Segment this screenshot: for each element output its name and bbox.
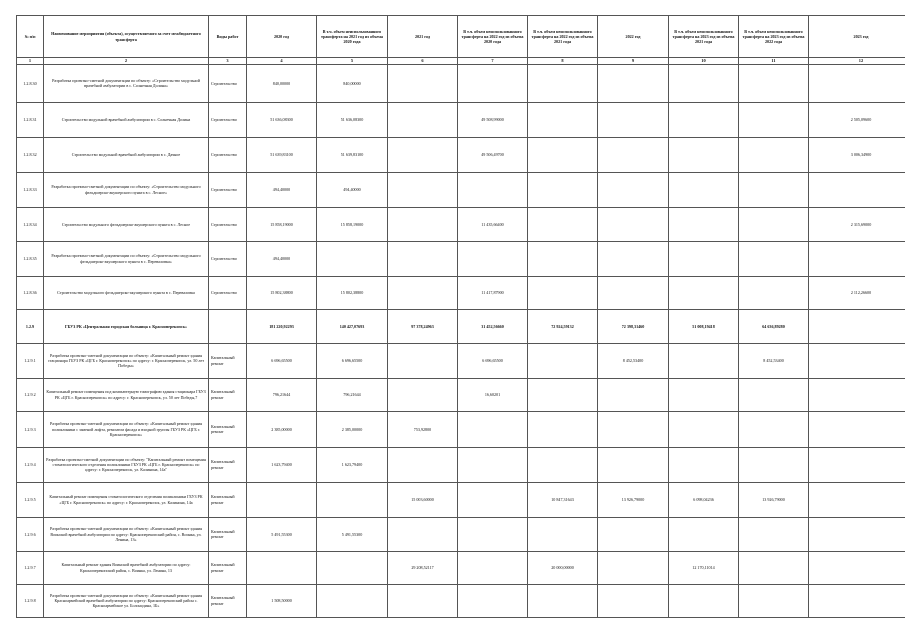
row-value [809,343,905,378]
row-works: Капитальный ремонт [209,411,247,447]
row-value: 72 924,59132 [528,309,598,343]
row-value: 796,21644 [317,378,388,411]
row-value: 15 802,38800 [247,276,317,309]
table-row [17,172,905,207]
column-number: 10 [669,58,739,65]
row-name: Строительство модульного фельдшерско-акушерского пункта в с. Переваловка [44,276,209,309]
row-number: 1.2.9.5 [17,482,44,517]
row-value [809,584,905,617]
row-value [458,64,528,102]
row-value [598,517,669,551]
row-value [388,517,458,551]
row-number: 1.2.8.36 [17,276,44,309]
row-value [528,343,598,378]
column-number: 12 [809,58,905,65]
row-value [669,378,739,411]
row-works: Строительство [209,276,247,309]
row-value [528,276,598,309]
row-value [598,241,669,276]
row-value [598,64,669,102]
row-number: 1.2.9 [17,309,44,343]
row-name: Разработка проектно-сметной документации по объекту: «Капитальный ремонт здания поликлиники с заменой лифта, ремонтом фасада и входной группы ГБУЗ РК «ЦГБ г. Красноперекопск» [44,411,209,447]
column-number: 9 [598,58,669,65]
row-value [809,309,905,343]
row-value: 16,60201 [458,378,528,411]
row-value: 29 208,52117 [388,551,458,584]
row-value: 15 858,19000 [247,207,317,241]
row-value: 181 220,92293 [247,309,317,343]
table-row [17,343,905,378]
row-name: Разработка проектно-сметной документации по объекту: «Капитальный ремонт здания Воинской врачебной амбулатории по адресу: Красноперекопский район, с. Воинка, ул. Ленина, 13» [44,517,209,551]
row-value [809,447,905,482]
row-value [458,517,528,551]
row-value: 3 006,34900 [809,137,905,172]
row-value: 51 639,83100 [317,137,388,172]
row-works: Строительство [209,64,247,102]
table-row [17,137,905,172]
row-number: 1.2.8.35 [17,241,44,276]
row-value [669,343,739,378]
row-value [458,172,528,207]
column-number: 11 [739,58,809,65]
row-name: Строительство модульного фельдшерско-акушерского пункта в с. Лесное [44,207,209,241]
table-row [17,241,905,276]
row-value [388,378,458,411]
row-value: 31 452,56660 [458,309,528,343]
row-value: 13 926,79000 [598,482,669,517]
row-value [458,411,528,447]
row-name: ГБУЗ РК «Центральная городская больница г. Красноперекопск» [44,309,209,343]
row-value: 51 639,83100 [247,137,317,172]
row-value [809,172,905,207]
row-value [598,551,669,584]
row-value: 494,40000 [247,172,317,207]
header-2023: 2023 год [809,16,905,58]
column-number-row [17,58,905,65]
row-name: Капитальный ремонт помещения стоматологического отделения поликлиники ГБУЗ РК «ЦГБ г. Красноперекопск» по адресу: г. Красноперекопск, ул. Калинина, 14а [44,482,209,517]
row-value: 51 636,08300 [317,102,388,137]
row-value: 11 435,66400 [458,207,528,241]
row-number: 1.2.8.30 [17,64,44,102]
row-value [669,207,739,241]
row-works: Капитальный ремонт [209,343,247,378]
row-value: 10 847,31643 [528,482,598,517]
table-row [17,482,905,517]
column-number: 3 [209,58,247,65]
row-value [598,447,669,482]
row-number: 1.2.9.7 [17,551,44,584]
row-value: 796,21644 [247,378,317,411]
row-value [598,584,669,617]
row-value [669,64,739,102]
row-value: 20 000,00000 [528,551,598,584]
row-value [317,584,388,617]
row-value: 51 636,08300 [247,102,317,137]
row-value [739,172,809,207]
row-name: Разработка проектно-сметной документации по объекту: «Капитальный ремонт здания Красноармейской врачебной амбулатории по адресу: Красноперекопский район с. Красноармейское ул. Болонодина, 1Б» [44,584,209,617]
row-number: 1.2.8.34 [17,207,44,241]
row-value: 6 696,65500 [247,343,317,378]
header-2021: 2021 год [388,16,458,58]
row-value [247,482,317,517]
table-row [17,64,905,102]
row-value [739,64,809,102]
row-value [739,276,809,309]
row-value: 15 802,38800 [317,276,388,309]
row-number: 1.2.9.1 [17,343,44,378]
row-value: 97 378,24963 [388,309,458,343]
row-value [388,102,458,137]
table-row [17,411,905,447]
row-value: 494,40000 [247,241,317,276]
row-value [598,137,669,172]
row-value [739,517,809,551]
row-value: 6 098,04236 [669,482,739,517]
row-value [809,551,905,584]
row-value: 1 623,79400 [247,447,317,482]
row-value: 8 452,53400 [598,343,669,378]
row-value: 753,92800 [388,411,458,447]
row-value [388,343,458,378]
row-value [669,241,739,276]
header-row [17,16,905,58]
row-value: 6 696,65500 [458,343,528,378]
row-value [739,551,809,584]
header-2021-incl-2021: В т.ч. объем неиспользованного трансферта на 2022 год из объема 2021 года [528,16,598,58]
table-row [17,102,905,137]
row-value [528,378,598,411]
row-value: 51 008,19418 [669,309,739,343]
row-value: 49 508,99000 [458,102,528,137]
transfer-table [16,15,905,618]
row-value [739,241,809,276]
row-works: Строительство [209,172,247,207]
row-value [317,482,388,517]
row-value: 13 926,79000 [739,482,809,517]
row-name: Капитальный ремонт помещения под компьютерную томографию здания стационара ГБУЗ РК «ЦГБ г. Красноперекопск» по адресу: г. Красноперекопск, ул. 50 лет Победы,7 [44,378,209,411]
row-value [528,102,598,137]
header-2022-incl-2022: В т.ч. объем неиспользованного трансферта на 2023 год из объема 2022 года [739,16,809,58]
row-value [388,584,458,617]
row-number: 1.2.9.4 [17,447,44,482]
header-2022-incl-2021: В т.ч. объем неиспользованного трансферта на 2023 год из объема 2021 года [669,16,739,58]
header-2021-incl-2020: В т.ч. объем неиспользованного трансферта на 2022 год из объема 2020 года [458,16,528,58]
row-value [388,241,458,276]
row-name: Строительство модульной врачебной амбулатории в с. Солнечная Долина [44,102,209,137]
row-value [598,172,669,207]
column-number: 1 [17,58,44,65]
header-name: Наименование мероприятия (объекта), осуществляемого за счет межбюджетного трансферта [44,16,209,58]
row-value [809,64,905,102]
row-works [209,309,247,343]
row-value [669,137,739,172]
row-works: Капитальный ремонт [209,378,247,411]
row-value [669,447,739,482]
row-value [809,378,905,411]
row-works: Капитальный ремонт [209,482,247,517]
row-value [598,207,669,241]
row-value [739,207,809,241]
row-value: 8 452,53400 [739,343,809,378]
row-works: Капитальный ремонт [209,447,247,482]
row-value: 840,00000 [317,64,388,102]
row-value [669,584,739,617]
row-value: 12 170,11014 [669,551,739,584]
row-value [669,411,739,447]
row-value [528,64,598,102]
row-value [669,517,739,551]
row-value: 2 505,09600 [809,102,905,137]
document-sheet [16,15,893,611]
row-works: Капитальный ремонт [209,517,247,551]
row-value [317,241,388,276]
table-row [17,378,905,411]
row-value [247,551,317,584]
row-value [739,137,809,172]
row-works: Строительство [209,241,247,276]
row-value [458,447,528,482]
row-value [528,584,598,617]
row-value [598,276,669,309]
row-value [739,102,809,137]
row-number: 1.2.9.8 [17,584,44,617]
row-value [388,137,458,172]
row-name: Разработка проектно-сметной документации по объекту: «Строительство модульного фельдшерско-акушерского пункта в с. Переваловка» [44,241,209,276]
row-value [458,551,528,584]
table-row [17,584,905,617]
table-row [17,207,905,241]
row-value [739,378,809,411]
row-value: 2 385,00000 [317,411,388,447]
row-value: 2 385,00000 [247,411,317,447]
row-value: 1 508,50000 [247,584,317,617]
row-number: 1.2.8.32 [17,137,44,172]
row-value [528,411,598,447]
table-row [17,517,905,551]
row-value [458,241,528,276]
row-value: 5 491,55300 [317,517,388,551]
row-works: Строительство [209,102,247,137]
row-value: 494,40000 [317,172,388,207]
row-value: 64 636,89280 [739,309,809,343]
row-works: Строительство [209,137,247,172]
row-value [388,64,458,102]
row-value: 840,00000 [247,64,317,102]
row-value [388,207,458,241]
row-value [388,276,458,309]
row-value: 15 003,60000 [388,482,458,517]
row-value [388,172,458,207]
row-name: Разработка проектно-сметной документации по объекту: «Строительство модульного фельдшерско-акушерского пункта в с. Лесное» [44,172,209,207]
row-value [528,241,598,276]
row-number: 1.2.9.3 [17,411,44,447]
row-value [388,447,458,482]
table-row [17,551,905,584]
table-row [17,309,905,343]
row-name: Разработка проектно-сметной документации по объекту: «Строительство модульной врачебной амбулатории в с. Солнечная Долина» [44,64,209,102]
row-value [809,411,905,447]
row-value [669,172,739,207]
row-value: 11 417,87900 [458,276,528,309]
row-value [528,207,598,241]
row-value [669,102,739,137]
row-value: 49 506,49700 [458,137,528,172]
row-value [669,276,739,309]
row-works: Строительство [209,207,247,241]
row-value [739,584,809,617]
column-number: 8 [528,58,598,65]
row-value [598,378,669,411]
row-value: 6 696,65500 [317,343,388,378]
row-value: 5 491,55300 [247,517,317,551]
row-number: 1.2.8.33 [17,172,44,207]
column-number: 7 [458,58,528,65]
row-value: 2 112,26600 [809,276,905,309]
row-name: Разработка проектно-сметной документации по объекту: "Капитальный ремонт помещения стоматологического отделения поликлиники ГБУЗ РК «ЦГБ г. Красноперекопск» по адресу: г. Красноперекопск, ул. Калинина, 14а" [44,447,209,482]
row-number: 1.2.9.6 [17,517,44,551]
row-name: Строительство модульной врачебной амбулатории в с. Дачное [44,137,209,172]
column-number: 4 [247,58,317,65]
row-value [598,102,669,137]
row-number: 1.2.9.2 [17,378,44,411]
row-value [809,482,905,517]
row-value: 72 398,31460 [598,309,669,343]
table-row [17,447,905,482]
row-value [458,482,528,517]
row-value [809,517,905,551]
header-2022: 2022 год [598,16,669,58]
row-value [739,411,809,447]
row-name: Разработка проектно-сметной документации по объекту: «Капитальный ремонт здания стационара ГБУЗ РК «ЦГБ г. Красноперекопск» по адресу: г. Красноперекопск, ул. 50 лет Победы» [44,343,209,378]
header-2020: 2020 год [247,16,317,58]
header-works: Виды работ [209,16,247,58]
row-name: Капитальный ремонт здания Воинской врачебной амбулатории по адресу: Красноперекопский район, с. Воинка, ул. Ленина, 13 [44,551,209,584]
column-number: 2 [44,58,209,65]
row-works: Капитальный ремонт [209,551,247,584]
row-value [528,517,598,551]
row-value [317,551,388,584]
row-number: 1.2.8.31 [17,102,44,137]
row-value [739,447,809,482]
row-value [528,172,598,207]
row-value [598,411,669,447]
header-num: № п/п [17,16,44,58]
row-value [809,241,905,276]
row-value [528,447,598,482]
row-value: 15 858,19000 [317,207,388,241]
table-body [17,64,905,617]
table-row [17,276,905,309]
row-value: 140 427,07693 [317,309,388,343]
column-number: 6 [388,58,458,65]
row-value [458,584,528,617]
row-value [528,137,598,172]
row-value: 1 623,79400 [317,447,388,482]
row-works: Капитальный ремонт [209,584,247,617]
column-number: 5 [317,58,388,65]
header-2020-incl: В т.ч. объем неиспользованного трансферта на 2021 год из объема 2020 года [317,16,388,58]
row-value: 2 315,69000 [809,207,905,241]
